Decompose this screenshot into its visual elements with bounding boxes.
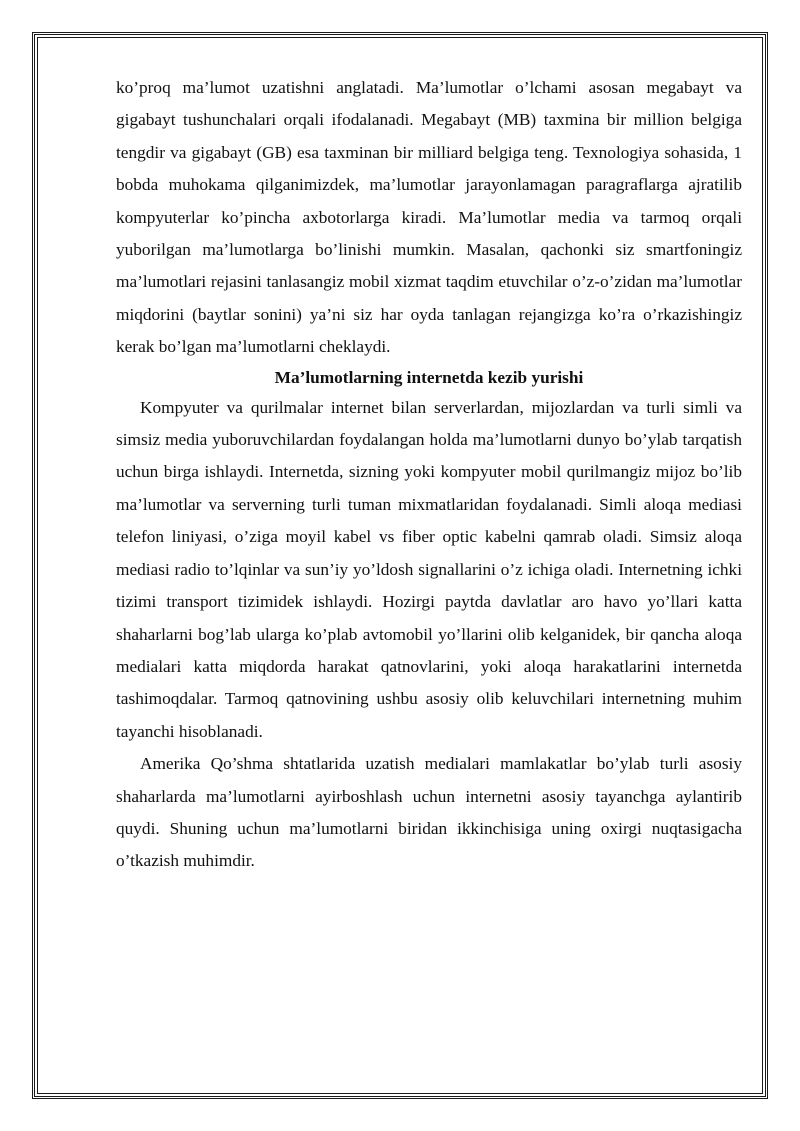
paragraph-usa-backbone: Amerika Qo’shma shtatlarida uzatish medialari mamlakatlar bo’ylab turli asosiy shaharlarda ma’lumotlarni ayirboshlash uchun internetni asosiy tayanchga aylantirib quydi. Shuning uchun ma’lumotlarni biridan ikkinchisiga uning oxirgi nuqtasigacha o’tkazish muhimdir. (116, 754, 742, 871)
paragraph-internet-devices: Kompyuter va qurilmalar internet bilan serverlardan, mijozlardan va turli simli va simsiz media yuboruvchilardan foydalangan holda ma’lumotlarni dunyo bo’ylab tarqatish uchun birga ishlaydi. Internetda, sizning yoki kompyuter mobil qurilmangiz mijoz bo’lib ma’lumotlar va serverning turli tuman mixmatlaridan foydalanadi. Simli aloqa mediasi telefon liniyasi, o’ziga moyil kabel vs fiber optic kabelni qamrab oladi. Simsiz aloqa mediasi radio to’lqinlar va sun’iy yo’ldosh signallarini o’z ichiga oladi. Internetning ichki tizimi transport tizimidek ishlaydi. Hozirgi paytda davlatlar aro havo yo’llari katta shaharlarni bog’lab ularga ko’plab avtomobil yo’llarini olib kelganidek, bir qancha aloqa medialari katta miqdorda harakat qatnovlarini, yoki aloqa harakatlarini internetda tashimoqdalar. Tarmoq qatnovining ushbu asosiy olib keluvchilari internetning muhim tayanchi hisoblanadi. (116, 397, 742, 741)
section-heading: Ma’lumotlarning internetda kezib yurishi (274, 367, 584, 387)
document-body (116, 72, 742, 878)
paragraph-continuation: ko’proq ma’lumot uzatishni anglatadi. Ma’lumotlar o’lchami asosan megabayt va gigabayt tushunchalari orqali ifodalanadi. Megabayt (MB) taxmina bir million belgiga tengdir va gigabayt (GB) esa taxminan bir milliard belgiga teng. Texnologiya sohasida, 1 bobda muhokama qilganimizdek, ma’lumotlar jarayonlamagan paragraflarga ajratilib kompyuterlar ko’pincha axbotorlarga kiradi. Ma’lumotlar media va tarmoq orqali yuborilgan ma’lumotlarga bo’linishi mumkin. Masalan, qachonki siz smartfoningiz ma’lumotlari rejasini tanlasangiz mobil xizmat taqdim etuvchilar o’z-o’zidan ma’lumotlar miqdorini (baytlar sonini) ya’ni siz har oyda tanlagan rejangizga ko’ra o’rkazishingiz kerak bo’lgan ma’lumotlarni cheklaydi. (116, 78, 742, 357)
